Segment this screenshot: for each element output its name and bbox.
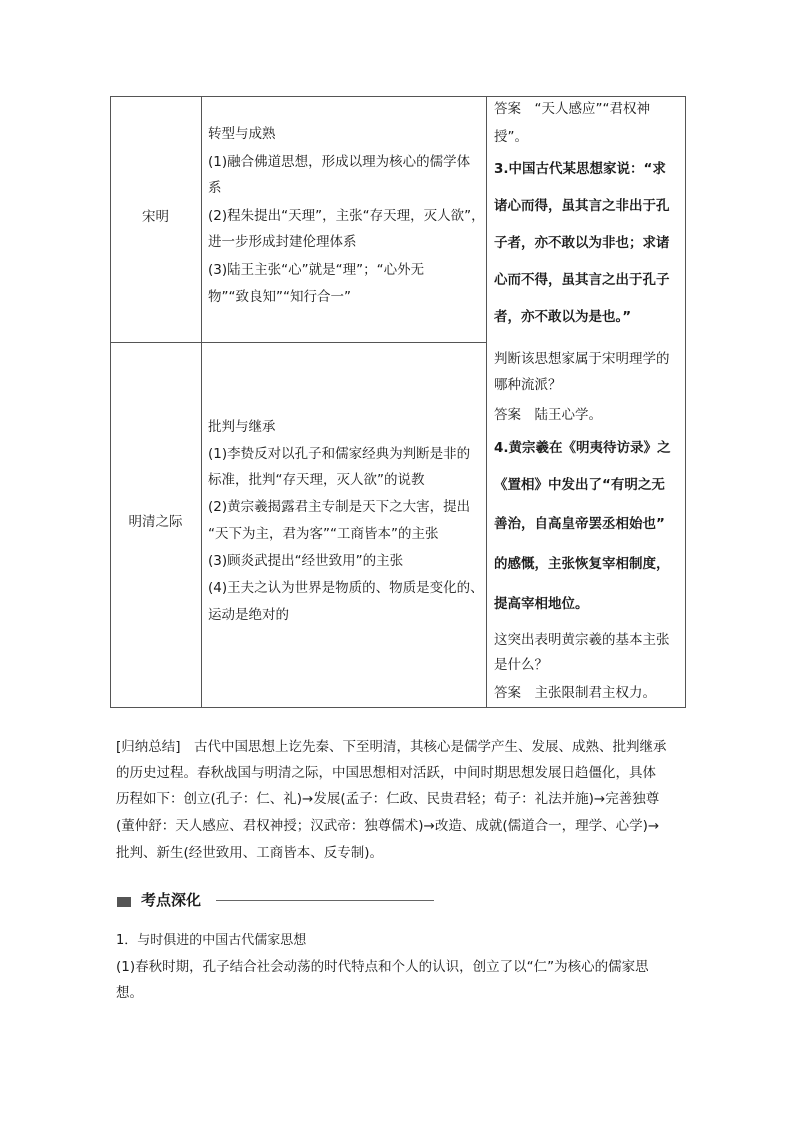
- table-divider-col2: [486, 96, 487, 708]
- table-border-right: [685, 96, 686, 708]
- content-line: 系: [208, 180, 222, 196]
- content-line: “天下为主，君为客”“工商皆本”的主张: [208, 526, 439, 542]
- question-4-ask-line: 这突出表明黄宗羲的基本主张: [494, 632, 670, 648]
- section-rule: [216, 900, 434, 901]
- table-border-left: [110, 96, 111, 708]
- content-line: 进一步形成封建伦理体系: [208, 234, 357, 250]
- summary-line: 的历史过程。春秋战国与明清之际，中国思想相对活跃，中间时期思想发展日趋僵化，具体: [116, 765, 656, 781]
- question-3-line: 3.中国古代某思想家说：“求: [494, 161, 666, 177]
- table-row-divider: [110, 342, 487, 343]
- question-3-line: 心而不得，虽其言之出于孔子: [494, 272, 670, 288]
- question-4-line: 4.黄宗羲在《明夷待访录》之: [494, 440, 671, 456]
- content-line: (4)王夫之认为世界是物质的、物质是变化的、: [208, 580, 484, 596]
- answer-3: 答案 陆王心学。: [494, 407, 602, 423]
- question-3-line: 诸心而得，虽其言之非出于孔: [494, 198, 670, 214]
- question-4-line: 的感慨，主张恢复宰相制度，: [494, 556, 670, 572]
- content-line: (1)李贽反对以孔子和儒家经典为判断是非的: [208, 446, 471, 462]
- summary-line: [归纳总结] 古代中国思想上讫先秦、下至明清，其核心是儒学产生、发展、成熟、批判继承: [116, 739, 667, 755]
- question-3-line: 子者，亦不敢以为非也；求诸: [494, 235, 670, 251]
- section-marker: [117, 897, 131, 907]
- content-line: 转型与成熟: [208, 126, 276, 142]
- section-title: 考点深化: [141, 891, 202, 909]
- content-line: (2)程朱提出“天理”，主张“存天理，灭人欲”，: [208, 208, 485, 224]
- content-line: 标准，批判“存天理，灭人欲”的说教: [208, 472, 425, 488]
- question-4-line: 《置相》中发出了“有明之无: [494, 477, 665, 493]
- content-line: (2)黄宗羲揭露君主专制是天下之大害，提出: [208, 499, 471, 515]
- content-line: 运动是绝对的: [208, 607, 289, 623]
- content-line: (3)顾炎武提出“经世致用”的主张: [208, 553, 404, 569]
- question-3-ask-line: 哪种流派？: [494, 377, 562, 393]
- summary-line: 历程如下：创立(孔子：仁、礼)→发展(孟子：仁政、民贵君轻；荀子：礼法并施)→完善独尊: [116, 791, 660, 807]
- summary-line: (董仲舒：天人感应、君权神授；汉武帝：独尊儒术)→改造、成就(儒道合一，理学、心学)→: [116, 818, 660, 834]
- question-4-line: 提高宰相地位。: [494, 596, 589, 612]
- content-line: (1)融合佛道思想，形成以理为核心的儒学体: [208, 154, 471, 170]
- question-4-line: 善治，自高皇帝罢丞相始也”: [494, 516, 665, 532]
- item-1-line: 想。: [116, 985, 143, 1001]
- summary-line: 批判、新生(经世致用、工商皆本、反专制)。: [116, 845, 384, 861]
- answer-1-line1: 答案 “天人感应”“君权神: [494, 101, 650, 117]
- content-line: 批判与继承: [208, 419, 276, 435]
- item-1-title: 1．与时俱进的中国古代儒家思想: [116, 933, 307, 948]
- answer-1-line2: 授”。: [494, 129, 528, 145]
- question-4-ask-line: 是什么？: [494, 657, 548, 673]
- table-divider-col1: [201, 96, 202, 708]
- question-3-ask-line: 判断该思想家属于宋明理学的: [494, 351, 670, 367]
- answer-4: 答案 主张限制君主权力。: [494, 685, 656, 701]
- era-cell-song-ming: 宋明: [142, 209, 169, 225]
- question-3-line: 者，亦不敢以为是也。”: [494, 309, 632, 325]
- content-line: 物”“致良知”“知行合一”: [208, 289, 351, 305]
- table-border-bottom: [110, 707, 686, 708]
- content-line: (3)陆王主张“心”就是“理”；“心外无: [208, 262, 425, 278]
- era-cell-ming-qing: 明清之际: [128, 514, 183, 530]
- item-1-line: (1)春秋时期，孔子结合社会动荡的时代特点和个人的认识，创立了以“仁”为核心的儒家思: [116, 959, 649, 975]
